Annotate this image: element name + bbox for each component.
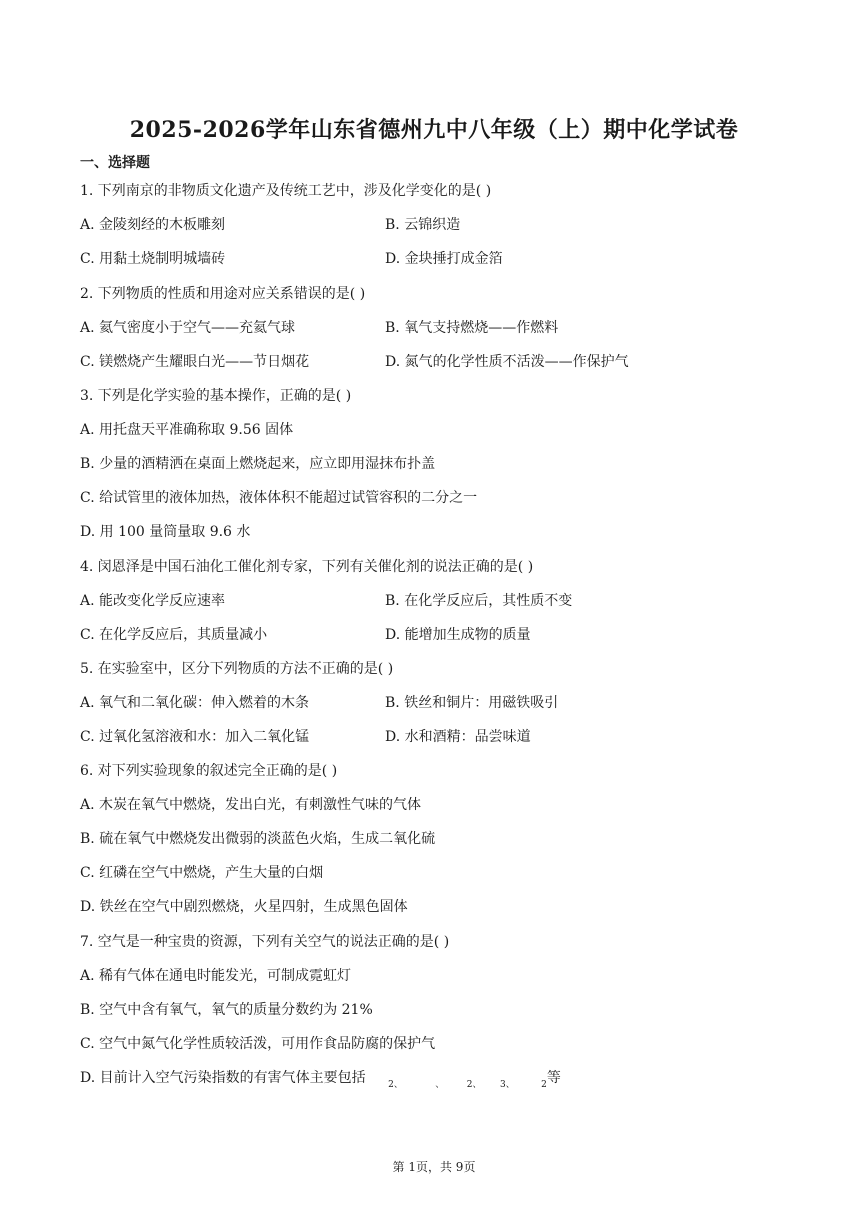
option-a: A. 稀有气体在通电时能发光，可制成霓虹灯 (80, 968, 352, 984)
question-stem: 7. 空气是一种宝贵的资源，下列有关空气的说法正确的是( ) (80, 934, 450, 950)
option-d: D. 用 100 量筒量取 9.6 水 (80, 524, 251, 540)
option-d: D. 能增加生成物的质量 (385, 627, 531, 643)
option-a: A. 用托盘天平准确称取 9.56 固体 (80, 422, 294, 438)
option-a: A. 氧气和二氧化碳：伸入燃着的木条 (80, 695, 310, 711)
option-a: A. 金陵刻经的木板雕刻 (80, 217, 226, 233)
subscript: 2 (466, 1080, 473, 1090)
option-d-text: D. 目前计入空气污染指数的有害气体主要包括 (80, 1070, 366, 1086)
option-b: B. 少量的酒精洒在桌面上燃烧起来，应立即用湿抹布扑盖 (80, 456, 436, 472)
option-c: C. 用黏土烧制明城墙砖 (80, 251, 226, 267)
option-d: D. 铁丝在空气中剧烈燃烧，火星四射，生成黑色固体 (80, 899, 408, 915)
separator: 、 (393, 1080, 403, 1090)
option-b: B. 云锦织造 (385, 217, 461, 233)
option-c: C. 在化学反应后，其质量减小 (80, 627, 268, 643)
option-c: C. 镁燃烧产生耀眼白光——节日烟花 (80, 354, 310, 370)
subscript: 2 (541, 1080, 547, 1090)
separator: 、 (435, 1080, 445, 1090)
option-c: C. 红磷在空气中燃烧，产生大量的白烟 (80, 865, 324, 881)
option-b: B. 铁丝和铜片：用磁铁吸引 (385, 695, 559, 711)
question-stem: 3. 下列是化学实验的基本操作，正确的是( ) (80, 388, 352, 404)
question-stem: 5. 在实验室中，区分下列物质的方法不正确的是( ) (80, 661, 394, 677)
option-b: B. 在化学反应后，其性质不变 (385, 593, 573, 609)
option-d (80, 1068, 561, 1090)
subscript: 3 (499, 1080, 506, 1090)
separator: 、 (505, 1080, 515, 1090)
exam-title: 2025-2026学年山东省德州九中八年级（上）期中化学试卷 (129, 117, 739, 143)
page-footer: 第 1页，共 9页 (392, 1160, 476, 1174)
subscript: 2 (388, 1080, 394, 1090)
section-heading: 一、选择题 (80, 155, 150, 171)
option-b: B. 氧气支持燃烧——作燃料 (385, 320, 559, 336)
option-b: B. 空气中含有氧气，氧气的质量分数约为 21% (80, 1002, 373, 1018)
option-b: B. 硫在氧气中燃烧发出微弱的淡蓝色火焰，生成二氧化硫 (80, 831, 436, 847)
option-a: A. 能改变化学反应速率 (80, 593, 226, 609)
option-d: D. 金块捶打成金箔 (385, 251, 503, 267)
option-c: C. 过氧化氢溶液和水：加入二氧化锰 (80, 729, 310, 745)
question-stem: 2. 下列物质的性质和用途对应关系错误的是( ) (80, 286, 366, 302)
separator: 、 (472, 1080, 482, 1090)
option-d: D. 水和酒精：品尝味道 (385, 729, 531, 745)
option-a: A. 木炭在氧气中燃烧，发出白光，有刺激性气味的气体 (80, 797, 422, 813)
option-a: A. 氦气密度小于空气——充氦气球 (80, 320, 296, 336)
question-stem: 6. 对下列实验现象的叙述完全正确的是( ) (80, 763, 338, 779)
question-stem: 4. 闵恩泽是中国石油化工催化剂专家，下列有关催化剂的说法正确的是( ) (80, 559, 534, 575)
option-d: D. 氮气的化学性质不活泼——作保护气 (385, 354, 629, 370)
question-stem: 1. 下列南京的非物质文化遗产及传统工艺中，涉及化学变化的是( ) (80, 183, 492, 199)
suffix-text: 等 (546, 1070, 561, 1086)
option-c: C. 空气中氮气化学性质较活泼，可用作食品防腐的保护气 (80, 1036, 436, 1052)
option-c: C. 给试管里的液体加热，液体体积不能超过试管容积的二分之一 (80, 490, 478, 506)
